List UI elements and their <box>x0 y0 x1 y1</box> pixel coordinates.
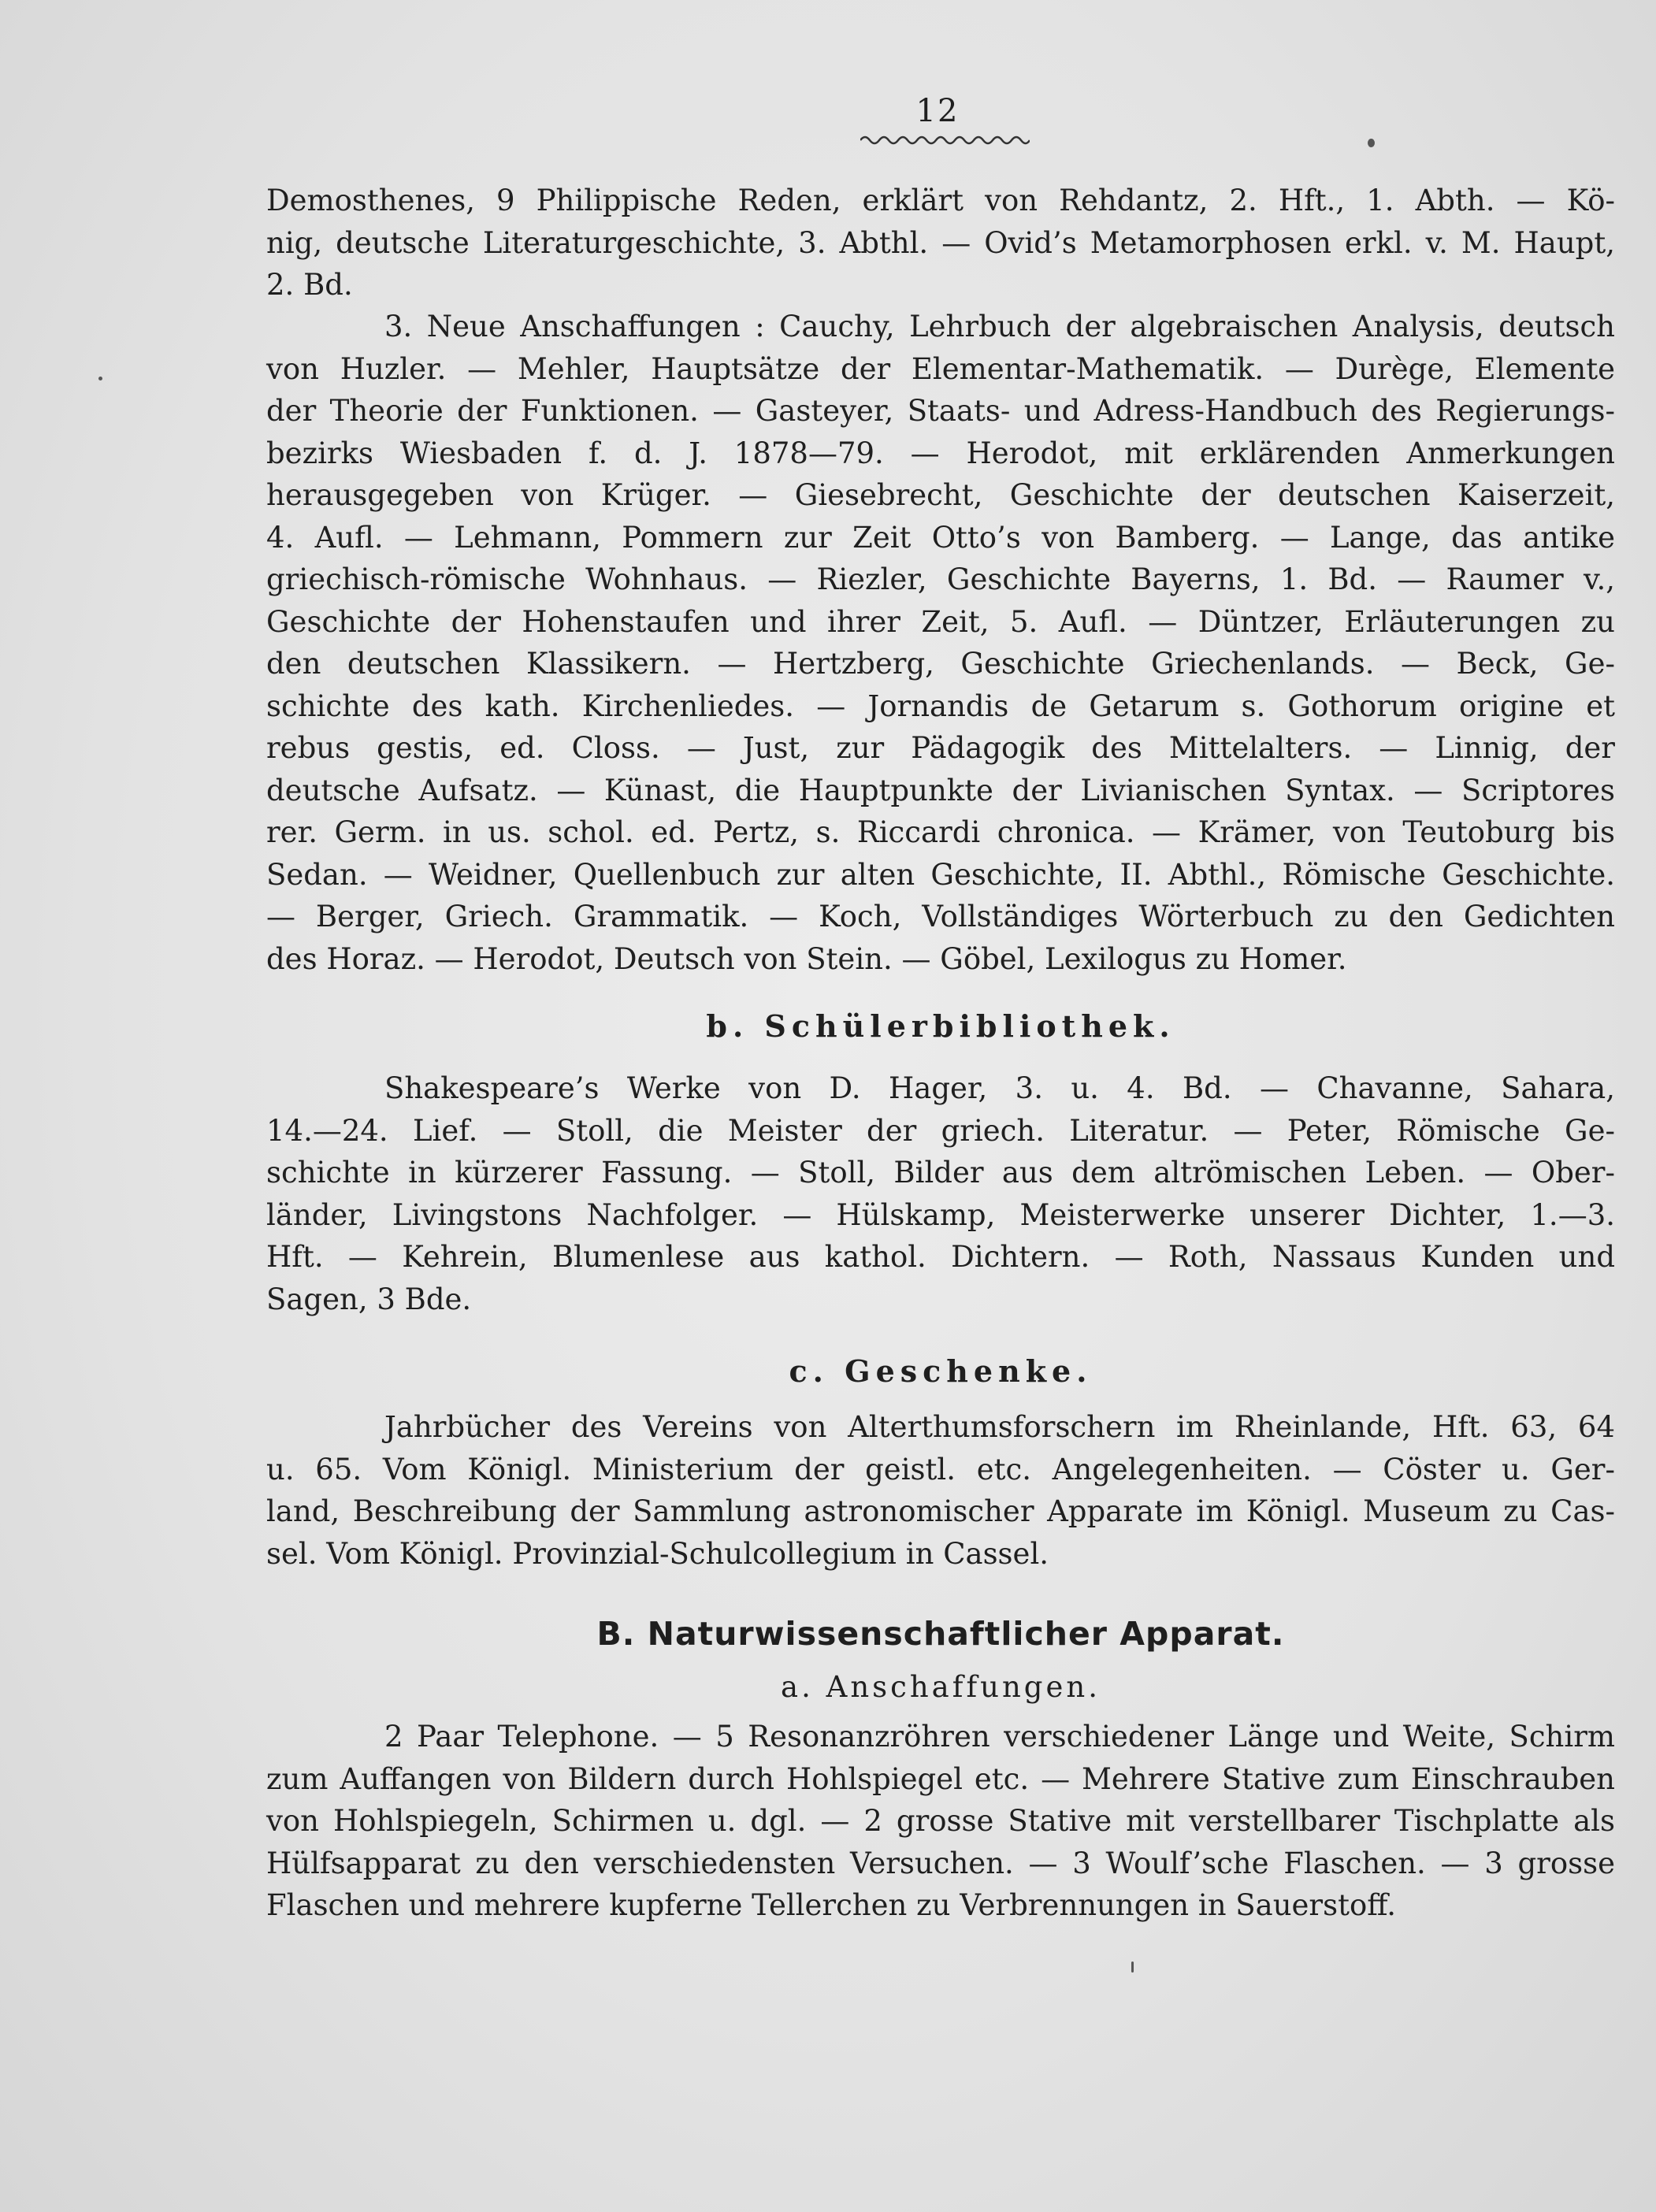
text-line: Sagen, 3 Bde. <box>266 1282 472 1316</box>
text-line: Flaschen und mehrere kupferne Tellerchen zu Verbrennungen in Sauerstoff. <box>266 1888 1396 1922</box>
text-line: länder, Livingstons Nachfolger. — Hülskamp, Meisterwerke unserer Dichter, 1.—3. <box>266 1197 1615 1232</box>
section-b-subheading: a. Anschaffungen. <box>781 1670 1101 1704</box>
text-line: Jahrbücher des Vereins von Alterthumsforschern im Rheinlande, Hft. 63, 64 <box>384 1410 1615 1444</box>
text-line: bezirks Wiesbaden f. d. J. 1878—79. — Herodot, mit erklärenden Anmerkungen <box>266 436 1615 470</box>
text-line: den deutschen Klassikern. — Hertzberg, Geschichte Griechenlands. — Beck, Ge- <box>266 647 1615 681</box>
section-b-heading: B. Naturwissenschaftlicher Apparat. <box>596 1615 1285 1653</box>
text-line: von Huzler. — Mehler, Hauptsätze der Elementar-Mathematik. — Durège, Elemente <box>266 351 1615 386</box>
print-speck <box>1131 1961 1134 1973</box>
text-line: schichte in kürzerer Fassung. — Stoll, Bilder aus dem altrömischen Leben. — Ober- <box>266 1156 1615 1190</box>
text-line: rer. Germ. in us. schol. ed. Pertz, s. Riccardi chronica. — Krämer, von Teutoburg bis <box>266 815 1615 849</box>
text-line: sel. Vom Königl. Provinzial-Schulcollegium in Cassel. <box>266 1536 1049 1571</box>
text-line: zum Auffangen von Bildern durch Hohlspiegel etc. — Mehrere Stative zum Einschrauben <box>266 1761 1615 1796</box>
neue-anschaffungen-paragraph <box>266 306 1615 980</box>
wavy-rule-ornament <box>860 134 1030 147</box>
text-line: schichte des kath. Kirchenliedes. — Jornandis de Getarum s. Gothorum origine et <box>266 688 1615 723</box>
text-line: herausgegeben von Krüger. — Giesebrecht, Geschichte der deutschen Kaiserzeit, <box>266 478 1615 512</box>
text-line: 14.—24. Lief. — Stoll, die Meister der griech. Literatur. — Peter, Römische Ge- <box>266 1113 1615 1148</box>
section-b-paragraph <box>266 1716 1615 1927</box>
text-line: Shakespeare’s Werke von D. Hager, 3. u. 4. Bd. — Chavanne, Sahara, <box>384 1071 1615 1105</box>
geschenke-heading: c. Geschenke. <box>789 1353 1093 1389</box>
text-line: Demosthenes, 9 Philippische Reden, erklärt von Rehdantz, 2. Hft., 1. Abth. — Kö- <box>266 184 1615 217</box>
text-line: rebus gestis, ed. Closs. — Just, zur Pädagogik des Mittelalters. — Linnig, der <box>266 731 1615 765</box>
text-line: u. 65. Vom Königl. Ministerium der geistl. etc. Angelegenheiten. — Cöster u. Ger- <box>266 1452 1615 1486</box>
text-line: Geschichte der Hohenstaufen und ihrer Zeit, 5. Aufl. — Düntzer, Erläuterungen zu <box>266 604 1615 639</box>
text-line: von Hohlspiegeln, Schirmen u. dgl. — 2 grosse Stative mit verstellbarer Tischplatte als <box>266 1804 1615 1838</box>
text-line: land, Beschreibung der Sammlung astronomischer Apparate im Königl. Museum zu Cas- <box>266 1494 1615 1528</box>
text-line: Sedan. — Weidner, Quellenbuch zur alten Geschichte, II. Abthl., Römische Geschichte. <box>266 857 1615 892</box>
text-line: griechisch-römische Wohnhaus. — Riezler, Geschichte Bayerns, 1. Bd. — Raumer v., <box>266 562 1615 596</box>
text-line: der Theorie der Funktionen. — Gasteyer, Staats- und Adress-Handbuch des Regierungs- <box>266 394 1615 428</box>
text-line: Hülfsapparat zu den verschiedensten Versuchen. — 3 Woulf’sche Flaschen. — 3 grosse <box>266 1846 1615 1880</box>
text-line: 4. Aufl. — Lehmann, Pommern zur Zeit Otto’s von Bamberg. — Lange, das antike <box>266 520 1615 555</box>
schuelerbibliothek-heading: b. Schülerbibliothek. <box>706 1008 1175 1044</box>
text-line: deutsche Aufsatz. — Künast, die Hauptpunkte der Livianischen Syntax. — Scriptores <box>266 773 1615 807</box>
text-line: nig, deutsche Literaturgeschichte, 3. Abthl. — Ovid’s Metamorphosen erkl. v. M. Haupt, <box>266 225 1615 260</box>
text-line: — Berger, Griech. Grammatik. — Koch, Vollständiges Wörterbuch zu den Gedichten <box>266 900 1615 933</box>
text-line: 2. Bd. <box>266 268 353 302</box>
text-line: 3. Neue Anschaffungen : Cauchy, Lehrbuch der algebraischen Analysis, deutsch <box>384 310 1615 343</box>
text-line: 2 Paar Telephone. — 5 Resonanzröhren verschiedener Länge und Weite, Schirm <box>384 1720 1615 1754</box>
geschenke-paragraph <box>266 1406 1615 1575</box>
print-speck <box>1368 139 1375 147</box>
text-line: des Horaz. — Herodot, Deutsch von Stein. — Göbel, Lexilogus zu Homer. <box>266 941 1347 976</box>
section-a-continued <box>266 180 1615 306</box>
text-line: Hft. — Kehrein, Blumenlese aus kathol. Dichtern. — Roth, Nassaus Kunden und <box>266 1240 1615 1274</box>
page-number: 12 <box>915 93 960 129</box>
print-speck <box>98 377 102 380</box>
schuelerbibliothek-paragraph <box>266 1067 1615 1320</box>
